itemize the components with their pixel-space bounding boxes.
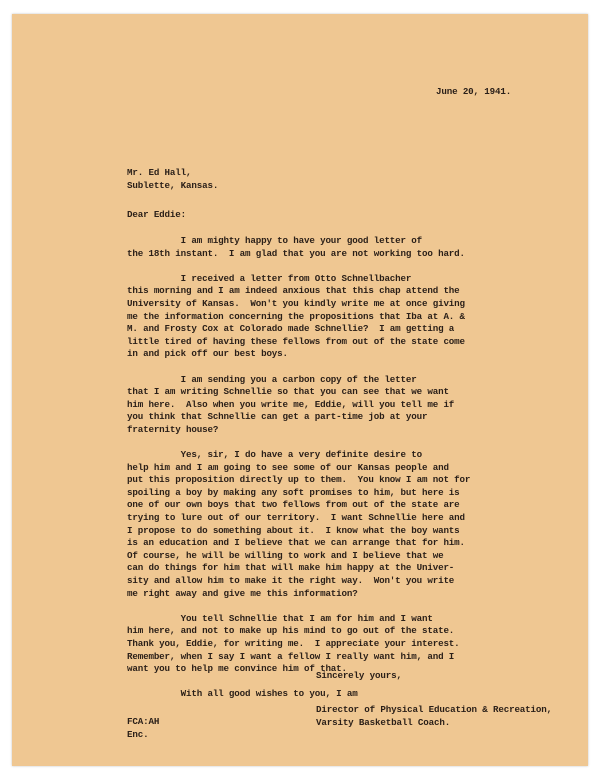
salutation: Dear Eddie: (127, 209, 186, 220)
typist-initials: FCA:AH (127, 716, 160, 727)
body-line: Of course, he will be willing to work and I believe that we (127, 549, 444, 561)
body-line: I propose to do something about it. I know what the boy wants (127, 524, 460, 536)
body-line: Yes, sir, I do have a very definite desire to (127, 449, 422, 461)
body-line: M. and Frosty Cox at Colorado made Schnellie? I am getting a (127, 323, 455, 335)
body-line: I received a letter from Otto Schnellbacher (127, 272, 412, 284)
body-line: sity and allow him to make it the right way. Won't you write (127, 575, 455, 587)
body-line: is an education and I believe that we can arrange that for him. (127, 537, 465, 549)
body-line: little tired of having these fellows from out of the state come (127, 335, 465, 347)
body-line: me right away and give me this information? (127, 587, 358, 599)
body-line: can do things for him that will make him happy at the Univer- (127, 562, 455, 574)
paragraph-gap (127, 437, 470, 450)
letter-date: June 20, 1941. (436, 86, 512, 97)
closing: Sincerely yours, (316, 670, 402, 681)
body-line: you think that Schnellie can get a part-time job at your (127, 411, 428, 423)
paragraph-gap (127, 361, 470, 374)
body-line: trying to lure out of our territory. I want Schnellie here and (127, 512, 465, 524)
body-line: Remember, when I say I want a fellow I really want him, and I (127, 650, 455, 662)
enclosure-note: Enc. (127, 729, 149, 740)
body-line: You tell Schnellie that I am for him and I want (127, 612, 433, 624)
paragraph-gap (127, 676, 470, 689)
body-line: University of Kansas. Won't you kindly write me at once giving (127, 297, 465, 309)
paragraph-gap (127, 260, 470, 273)
letter-body (127, 235, 470, 701)
body-line: me the information concerning the propositions that Iba at A. & (127, 310, 465, 322)
body-line: this morning and I am indeed anxious that this chap attend the (127, 285, 460, 297)
paragraph-gap (127, 600, 470, 613)
recipient-name: Mr. Ed Hall, (127, 167, 192, 178)
body-line: one of our own boys that two fellows from out of the state are (127, 499, 460, 511)
body-line: him here. Also when you write me, Eddie, will you tell me if (127, 398, 455, 410)
body-line: spoiling a boy by making any soft promises to him, but here is (127, 486, 460, 498)
signature-line-1: Director of Physical Education & Recreation, (316, 704, 552, 715)
body-line: put this proposition directly up to them. You know I am not for (127, 474, 471, 486)
body-line: I am sending you a carbon copy of the letter (127, 373, 417, 385)
recipient-city: Sublette, Kansas. (127, 180, 219, 191)
signature-line-2: Varsity Basketball Coach. (316, 717, 451, 728)
letter-sheet (12, 14, 588, 766)
body-line: I am mighty happy to have your good letter of (127, 235, 422, 246)
body-line: help him and I am going to see some of our Kansas people and (127, 461, 449, 473)
body-line: fraternity house? (127, 423, 219, 435)
body-line: that I am writing Schnellie so that you can see that we want (127, 386, 449, 398)
body-line: him here, and not to make up his mind to go out of the state. (127, 625, 455, 637)
body-line: in and pick off our best boys. (127, 348, 288, 360)
body-line: With all good wishes to you, I am (127, 688, 358, 700)
body-line: the 18th instant. I am glad that you are not working too hard. (127, 247, 465, 259)
body-line: Thank you, Eddie, for writing me. I appreciate your interest. (127, 638, 460, 649)
body-line: want you to help me convince him of that. (127, 663, 347, 675)
